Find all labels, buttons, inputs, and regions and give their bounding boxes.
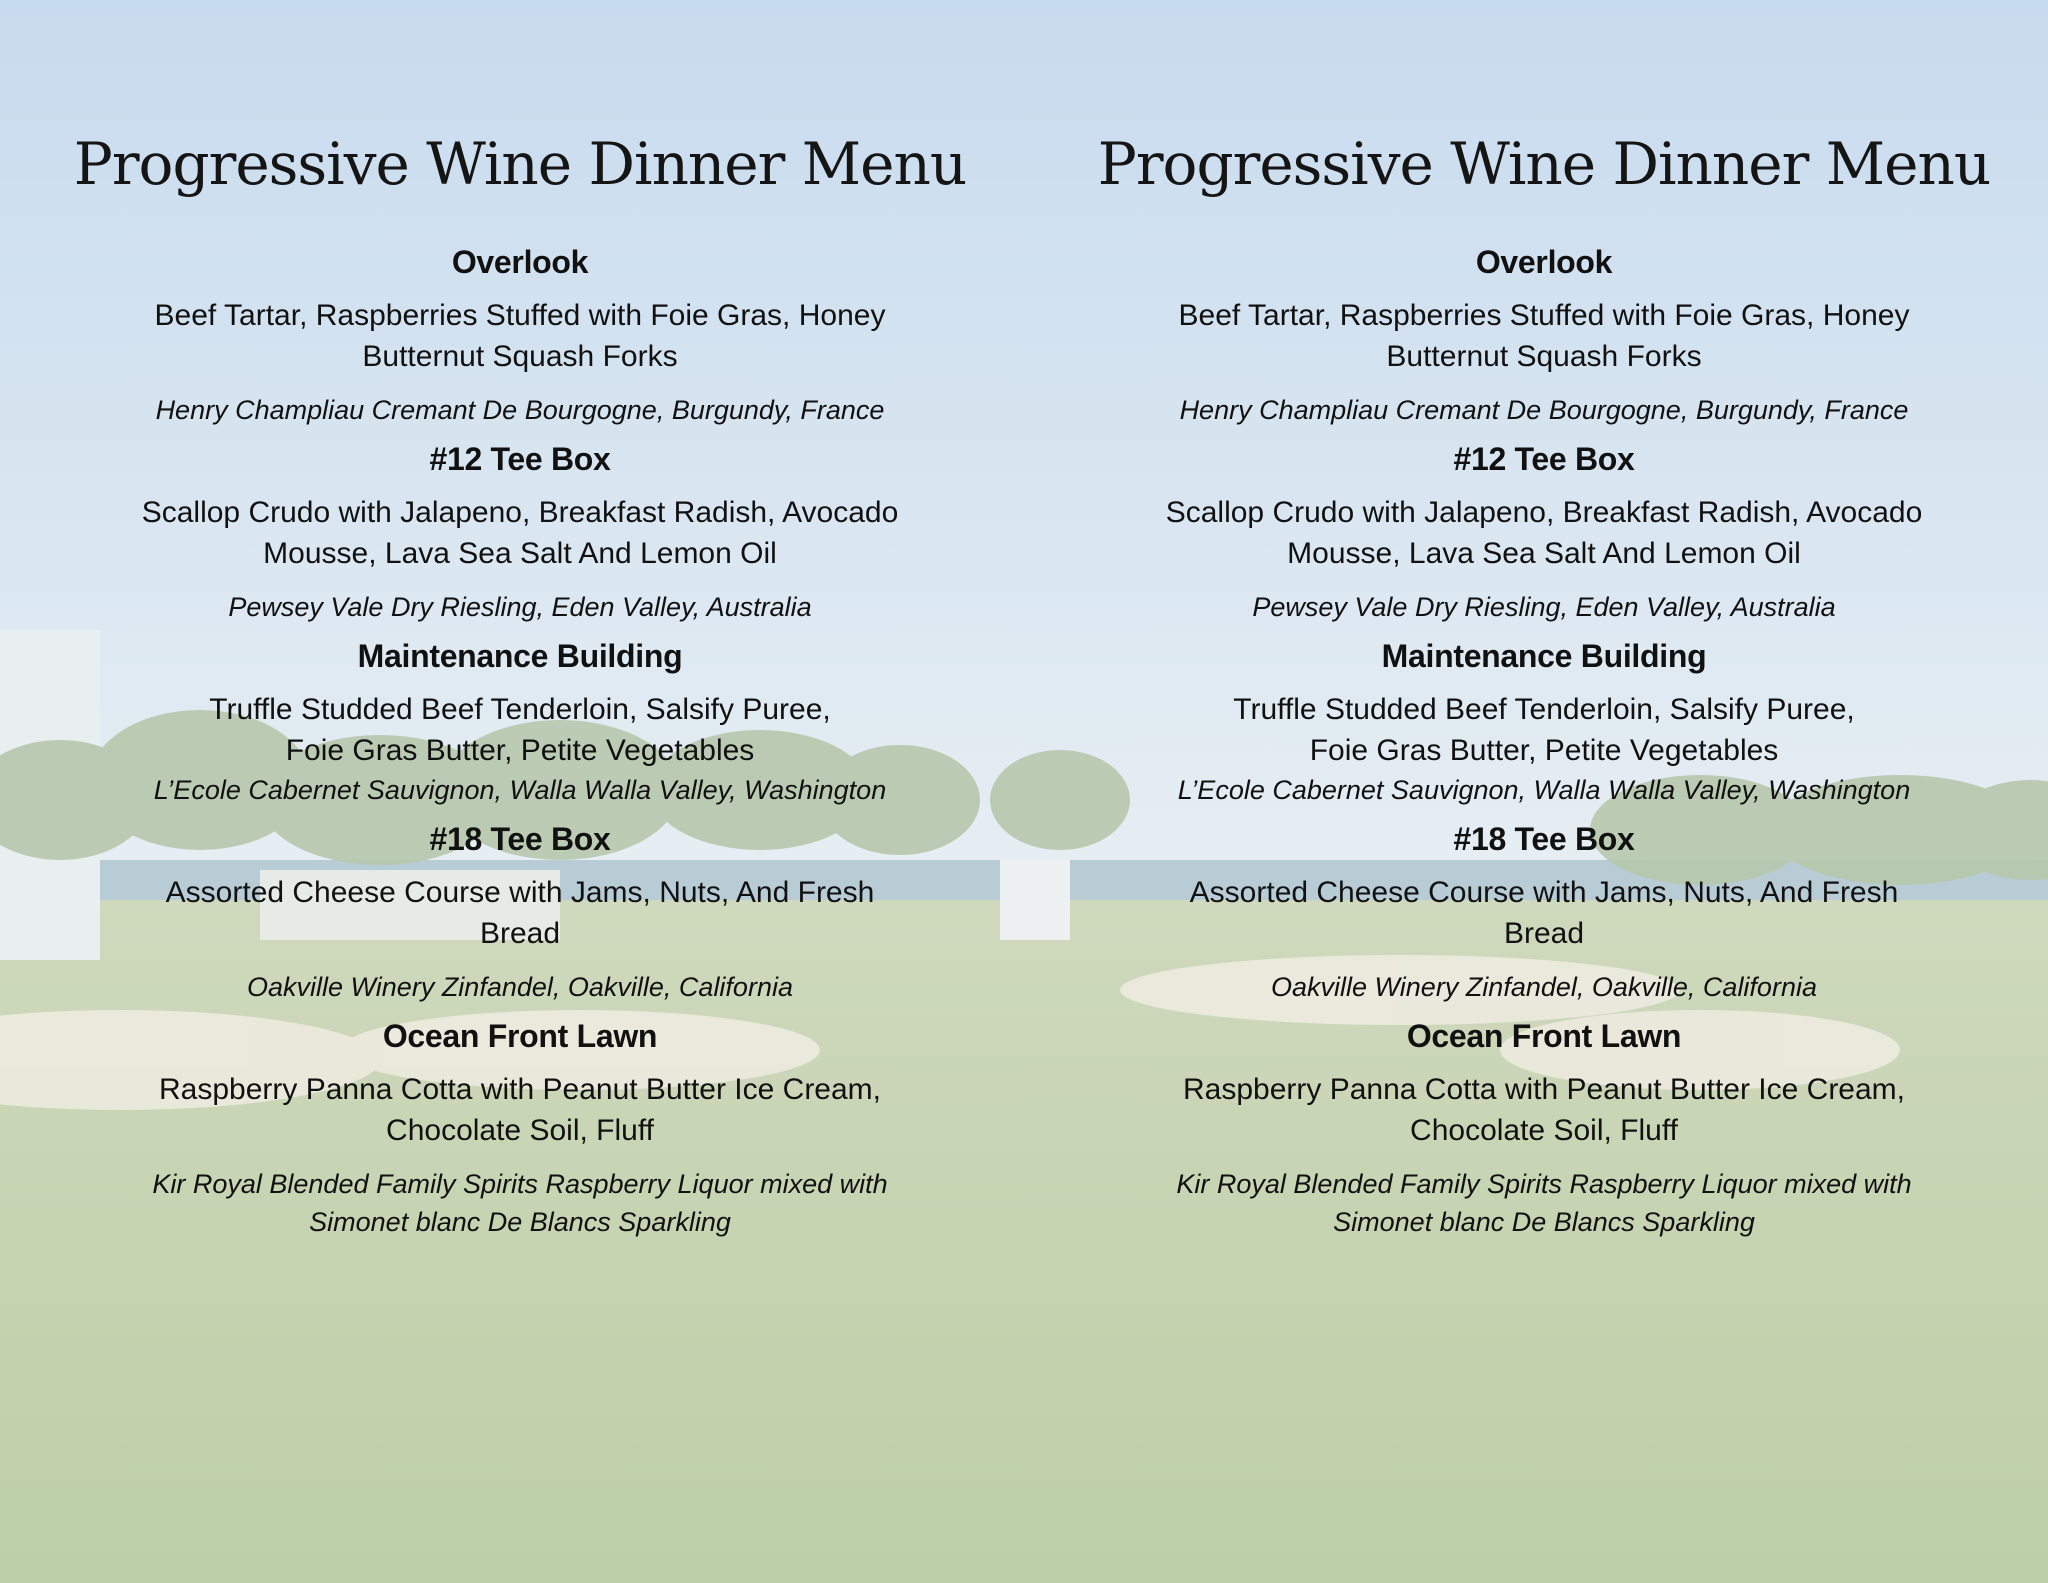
course-dish [130,689,910,771]
dish-line: Beef Tartar, Raspberries Stuffed with Foie Gras, Honey [154,299,886,332]
course-overlook [1044,244,2044,429]
course-wine [1144,391,1944,429]
wine-line: Simonet blanc De Blancs Sparkling [309,1207,731,1237]
dish-line: Foie Gras Butter, Petite Vegetables [285,734,755,767]
course-ocean-front-lawn [20,1018,1020,1241]
dish-line: Assorted Cheese Course with Jams, Nuts, And Fresh Bread [165,876,875,950]
wine-line: Pewsey Vale Dry Riesling, Eden Valley, Australia [228,592,812,622]
dish-line: Chocolate Soil, Fluff [1410,1114,1678,1147]
course-overlook [20,244,1020,429]
course-18-tee-box [20,821,1020,1006]
course-dish [130,872,910,954]
wine-line: Oakville Winery Zinfandel, Oakville, California [247,972,793,1002]
dish-line: Mousse, Lava Sea Salt And Lemon Oil [1287,537,1801,570]
course-dish [130,1069,910,1151]
course-18-tee-box [1044,821,2044,1006]
dish-line: Mousse, Lava Sea Salt And Lemon Oil [263,537,777,570]
dish-line: Raspberry Panna Cotta with Peanut Butter Ice Cream, [158,1073,882,1106]
dish-line: Assorted Cheese Course with Jams, Nuts, And Fresh Bread [1189,876,1899,950]
course-wine [120,1165,920,1241]
dish-line: Truffle Studded Beef Tenderloin, Salsify Puree, [209,693,831,726]
menu-title: Progressive Wine Dinner Menu [1097,130,1991,198]
menu-panel-left [20,110,1020,1253]
course-12-tee-box [20,441,1020,626]
course-wine [120,968,920,1006]
course-dish [1154,295,1934,377]
wine-line: Henry Champliau Cremant De Bourgogne, Burgundy, France [1179,395,1909,425]
course-dish [1154,492,1934,574]
course-location: Ocean Front Lawn [1406,1018,1682,1054]
dish-line: Chocolate Soil, Fluff [386,1114,654,1147]
dish-line: Truffle Studded Beef Tenderloin, Salsify Puree, [1233,693,1855,726]
course-dish [1154,689,1934,771]
course-location: Maintenance Building [357,638,683,674]
dish-line: Butternut Squash Forks [1386,340,1702,373]
course-wine [120,771,920,809]
course-location: Overlook [451,244,589,280]
course-dish [130,295,910,377]
menu-panel-right [1044,110,2044,1253]
course-location: Overlook [1475,244,1613,280]
dish-line: Foie Gras Butter, Petite Vegetables [1309,734,1779,767]
course-dish [1154,872,1934,954]
wine-line: Simonet blanc De Blancs Sparkling [1333,1207,1755,1237]
wine-line: Henry Champliau Cremant De Bourgogne, Burgundy, France [155,395,885,425]
dish-line: Raspberry Panna Cotta with Peanut Butter Ice Cream, [1182,1073,1906,1106]
course-location: #18 Tee Box [1453,821,1635,857]
wine-line: Pewsey Vale Dry Riesling, Eden Valley, Australia [1252,592,1836,622]
course-wine [1144,771,1944,809]
course-location: Maintenance Building [1381,638,1707,674]
dish-line: Butternut Squash Forks [362,340,678,373]
wine-line: Oakville Winery Zinfandel, Oakville, California [1271,972,1817,1002]
course-ocean-front-lawn [1044,1018,2044,1241]
dish-line: Scallop Crudo with Jalapeno, Breakfast Radish, Avocado [141,496,899,529]
course-wine [120,588,920,626]
course-wine [1144,1165,1944,1241]
course-location: #18 Tee Box [429,821,611,857]
course-maintenance-building [1044,638,2044,809]
course-dish [1154,1069,1934,1151]
course-12-tee-box [1044,441,2044,626]
course-wine [1144,588,1944,626]
course-location: Ocean Front Lawn [382,1018,658,1054]
course-wine [1144,968,1944,1006]
wine-line: L’Ecole Cabernet Sauvignon, Walla Walla Valley, Washington [153,775,887,805]
dish-line: Scallop Crudo with Jalapeno, Breakfast Radish, Avocado [1165,496,1923,529]
menu-title: Progressive Wine Dinner Menu [73,130,967,198]
wine-line: L’Ecole Cabernet Sauvignon, Walla Walla Valley, Washington [1177,775,1911,805]
dish-line: Beef Tartar, Raspberries Stuffed with Foie Gras, Honey [1178,299,1910,332]
course-maintenance-building [20,638,1020,809]
wine-line: Kir Royal Blended Family Spirits Raspberry Liquor mixed with [152,1169,888,1199]
course-location: #12 Tee Box [1453,441,1635,477]
wine-line: Kir Royal Blended Family Spirits Raspberry Liquor mixed with [1176,1169,1912,1199]
course-location: #12 Tee Box [429,441,611,477]
course-dish [130,492,910,574]
course-wine [120,391,920,429]
